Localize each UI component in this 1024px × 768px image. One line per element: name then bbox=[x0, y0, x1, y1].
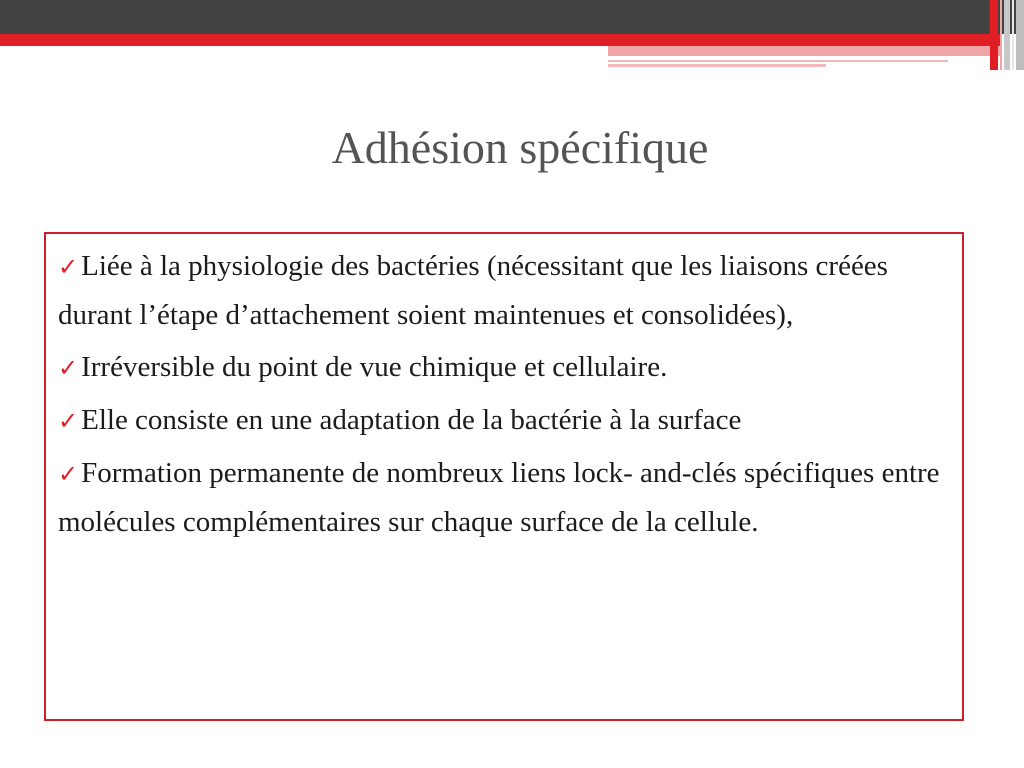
pink-line-short bbox=[608, 64, 826, 67]
bullet-text: Formation permanente de nombreux liens lock- and-clés spécifiques entre molécules complémentaires sur chaque surface de la cellule. bbox=[58, 457, 940, 538]
vertical-stripe-light bbox=[1012, 0, 1014, 70]
vertical-stripe-pink bbox=[1000, 0, 1002, 70]
bullet-item bbox=[58, 449, 952, 546]
red-stripe bbox=[0, 34, 1000, 46]
checkmark-icon: ✓ bbox=[58, 407, 79, 435]
bullet-list bbox=[58, 242, 952, 546]
vertical-stripe-red bbox=[990, 0, 998, 70]
header-band bbox=[0, 0, 1024, 34]
slide-title: Adhésion spécifique bbox=[331, 122, 709, 173]
bullet-item bbox=[58, 343, 952, 392]
bullet-text: Irréversible du point de vue chimique et cellulaire. bbox=[81, 351, 668, 383]
vertical-stripe-gray-right bbox=[1016, 0, 1024, 70]
vertical-stripe-gray bbox=[1004, 0, 1010, 70]
pink-line bbox=[608, 60, 948, 62]
checkmark-icon: ✓ bbox=[58, 253, 79, 281]
bullet-item bbox=[58, 396, 952, 445]
checkmark-icon: ✓ bbox=[58, 354, 79, 382]
bullet-item bbox=[58, 242, 952, 339]
content-box bbox=[44, 232, 964, 721]
bullet-text: Liée à la physiologie des bactéries (nécessitant que les liaisons créées durant l’étape d’attachement soient maintenues et consolidées), bbox=[58, 250, 888, 331]
bullet-text: Elle consiste en une adaptation de la bactérie à la surface bbox=[81, 404, 742, 436]
pink-stripe bbox=[608, 46, 1000, 56]
checkmark-icon: ✓ bbox=[58, 460, 79, 488]
